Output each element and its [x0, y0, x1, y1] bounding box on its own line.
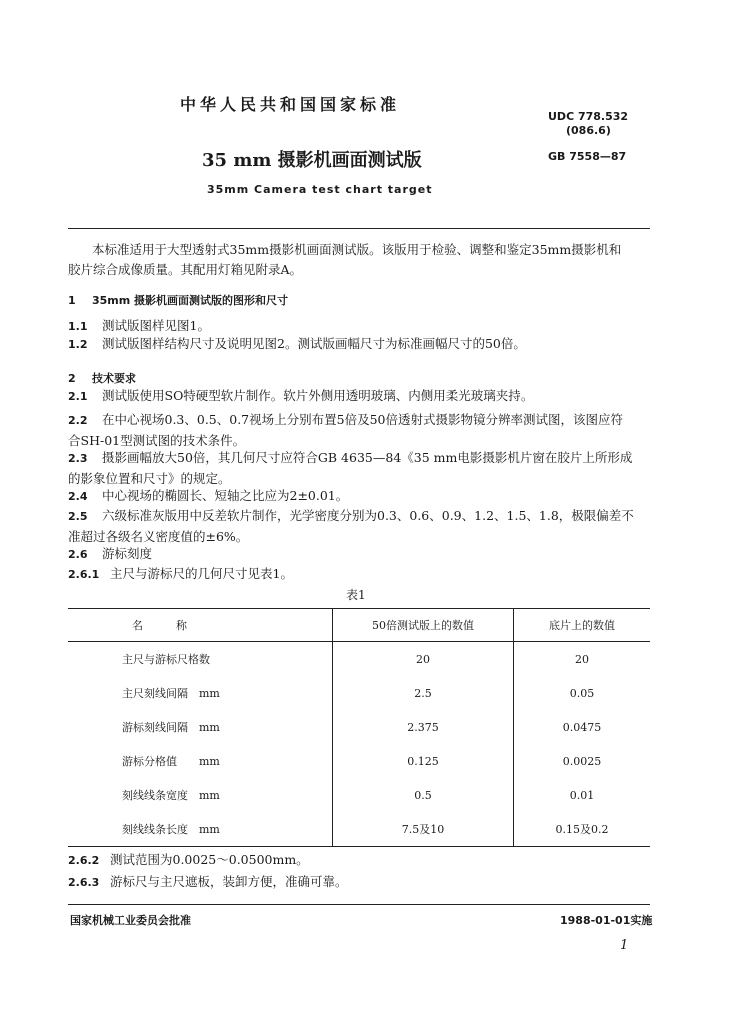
clause-number: 2.1: [68, 390, 88, 403]
row-label: 主尺刻线间隔 mm: [68, 676, 333, 710]
clause-number: 2.6.1: [68, 568, 100, 581]
table-row: [68, 676, 650, 710]
clause-number: 2.5: [68, 510, 88, 523]
document-title: 35 mm 摄影机画面测试版: [202, 150, 422, 171]
clause-text: 测试版图样见图1。: [102, 318, 210, 333]
header-cell-chart-value: 50倍测试版上的数值: [333, 609, 514, 642]
udc-code-sub: (086.6): [566, 124, 611, 137]
clause-2-2: [68, 410, 650, 451]
row-film-value: 0.0475: [562, 720, 602, 734]
clause-text: 游标尺与主尺遮板，装卸方便，准确可靠。: [110, 874, 348, 889]
clause-text-cont: 的影象位置和尺寸》的规定。: [68, 471, 231, 486]
clause-number: 1.1: [68, 320, 88, 333]
row-film-value: 0.01: [569, 788, 595, 802]
approving-body: 国家机械工业委员会批准: [70, 914, 191, 927]
row-chart-value: 7.5及10: [333, 812, 514, 847]
clause-2-1: [68, 386, 650, 407]
page-number: 1: [620, 938, 629, 953]
clause-text-cont: 合SH-01型测试图的技术条件。: [68, 433, 246, 448]
table-header-row: [68, 609, 650, 642]
table-caption: 表1: [346, 588, 366, 602]
clause-number: 1.2: [68, 338, 88, 351]
document-title-en: 35mm Camera test chart target: [207, 183, 433, 196]
dimensions-table: [68, 608, 650, 847]
intro-line-2: 胶片综合成像质量。其配用灯箱见附录A。: [68, 262, 303, 277]
row-chart-value: 2.5: [333, 676, 514, 710]
udc-code: UDC 778.532: [548, 110, 629, 123]
row-label: 刻线线条长度 mm: [68, 812, 333, 847]
clause-2-6-2: [68, 850, 650, 871]
clause-2-6: [68, 544, 650, 565]
clause-number: 2.2: [68, 414, 88, 427]
row-film-value: 0.0025: [562, 754, 602, 768]
clause-text: 测试范围为0.0025～0.0500mm。: [110, 852, 309, 867]
intro-paragraph: [68, 240, 650, 280]
row-chart-value: 20: [333, 642, 514, 677]
clause-2-6-1: [68, 564, 650, 585]
section-1-heading: [68, 290, 650, 311]
row-label: 游标分格值 mm: [68, 744, 333, 778]
footer-rule: [68, 904, 650, 905]
section-title: 35mm 摄影机画面测试版的图形和尺寸: [91, 294, 289, 307]
row-chart-value: 2.375: [333, 710, 514, 744]
row-label: 游标刻线间隔 mm: [68, 710, 333, 744]
section-number: 2: [68, 372, 76, 385]
table-row: [68, 812, 650, 847]
header-cell-film-value: 底片上的数值: [514, 609, 651, 642]
intro-line-1: 本标准适用于大型透射式35mm摄影机画面测试版。该版用于检验、调整和鉴定35mm摄影机和: [92, 242, 622, 257]
header-rule: [68, 228, 650, 229]
table-row: [68, 642, 650, 677]
header-cell-name: 名 称: [68, 609, 333, 642]
row-chart-value: 0.125: [333, 744, 514, 778]
row-film-value: 0.15及0.2: [514, 812, 651, 847]
clause-number: 2.6: [68, 548, 88, 561]
clause-number: 2.6.3: [68, 876, 100, 889]
effective-date: 1988-01-01实施: [560, 914, 653, 927]
clause-text-cont: 准超过各级名义密度值的±6%。: [68, 529, 249, 544]
clause-text: 中心视场的椭圆长、短轴之比应为2±0.01。: [102, 488, 349, 503]
row-label: 主尺与游标尺格数: [68, 642, 333, 677]
clause-text: 摄影画幅放大50倍，其几何尺寸应符合GB 4635—84《35 mm电影摄影机片窗在胶片上所形成: [102, 450, 633, 465]
row-film-value: 0.05: [569, 686, 595, 700]
table-row: [68, 710, 650, 744]
section-title: 技术要求: [91, 372, 136, 385]
table-row: [68, 744, 650, 778]
clause-number: 2.4: [68, 490, 88, 503]
clause-text: 主尺与游标尺的几何尺寸见表1。: [110, 566, 293, 581]
clause-1-2: [68, 334, 650, 355]
table-row: [68, 778, 650, 812]
clause-2-6-3: [68, 872, 650, 893]
clause-text: 在中心视场0.3、0.5、0.7视场上分别布置5倍及50倍透射式摄影物镜分辨率测试图，该图应符: [102, 412, 623, 427]
clause-text: 游标刻度: [102, 546, 153, 561]
row-chart-value: 0.5: [333, 778, 514, 812]
row-label: 刻线线条宽度 mm: [68, 778, 333, 812]
clause-2-3: [68, 448, 650, 489]
clause-2-4: [68, 486, 650, 507]
clause-number: 2.6.2: [68, 854, 100, 867]
clause-number: 2.3: [68, 452, 88, 465]
row-film-value: 20: [575, 652, 589, 666]
clause-2-5: [68, 506, 650, 547]
clause-text: 测试版图样结构尺寸及说明见图2。测试版画幅尺寸为标准画幅尺寸的50倍。: [102, 336, 526, 351]
clause-text: 测试版使用SO特硬型软片制作。软片外侧用透明玻璃、内侧用柔光玻璃夹持。: [102, 388, 534, 403]
issuing-body: 中华人民共和国国家标准: [180, 95, 401, 114]
section-number: 1: [68, 294, 76, 307]
clause-text: 六级标准灰版用中反差软片制作，光学密度分别为0.3、0.6、0.9、1.2、1.5、1.8，极限偏差不: [102, 508, 634, 523]
standard-number: GB 7558—87: [548, 150, 627, 163]
